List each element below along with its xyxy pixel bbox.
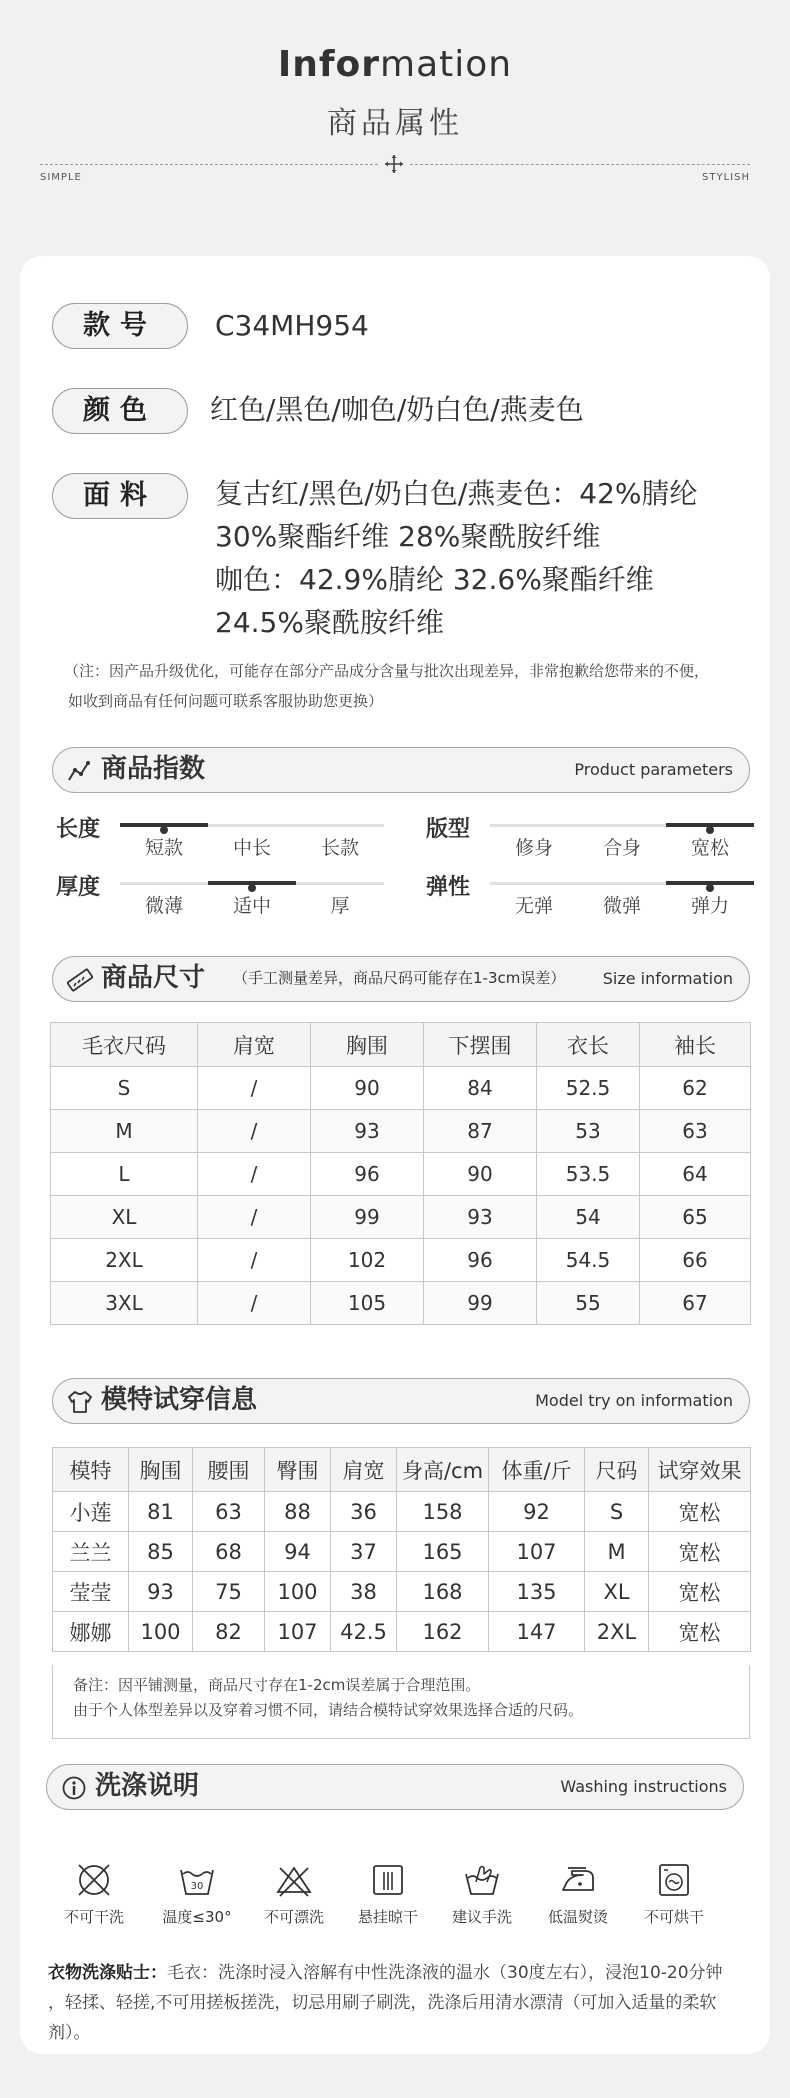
table-row	[53, 1572, 751, 1612]
wash-tips-line: 剂）。	[48, 2023, 91, 2043]
model-cell: 38	[331, 1572, 397, 1612]
size-title-en: Size information	[602, 969, 733, 988]
model-note-line: 由于个人体型差异以及穿着习惯不同，请结合模特试穿效果选择合适的尺码。	[73, 1701, 584, 1719]
low-iron-icon	[558, 1860, 598, 1900]
model-cell: 100	[265, 1572, 331, 1612]
size-cell: 52.5	[537, 1067, 640, 1110]
param-option: 厚	[330, 895, 350, 917]
wash-tips-text: 毛衣：洗涤时浸入溶解有中性洗涤液的温水（30度左右），浸泡10-20分钟	[167, 1963, 723, 1983]
fabric-label: 面料	[52, 473, 188, 519]
size-header-cell: 下摆围	[424, 1023, 537, 1067]
washing-title: 洗涤说明	[95, 1771, 200, 1801]
table-row	[53, 1612, 751, 1652]
wash-item-hand-wash	[435, 1860, 529, 1927]
params-section-bar	[52, 747, 750, 793]
size-cell: /	[198, 1196, 311, 1239]
model-header-cell: 体重/斤	[489, 1448, 585, 1492]
table-row	[53, 1492, 751, 1532]
header-title-rest: mation	[380, 44, 513, 85]
param-option: 微薄	[144, 895, 183, 917]
model-cell: 75	[193, 1572, 265, 1612]
header-left-tag: SIMPLE	[40, 172, 82, 183]
model-cell: 107	[265, 1612, 331, 1652]
size-cell: 90	[311, 1067, 424, 1110]
param-option: 无弹	[514, 895, 553, 917]
size-cell: 105	[311, 1282, 424, 1325]
table-row	[53, 1532, 751, 1572]
model-cell: 宽松	[649, 1612, 751, 1652]
param-option: 合身	[602, 837, 641, 859]
wash-item-no-bleach	[247, 1860, 341, 1927]
model-cell: 165	[397, 1532, 489, 1572]
model-cell: 93	[129, 1572, 193, 1612]
model-header-cell: 臀围	[265, 1448, 331, 1492]
ruler-icon	[67, 967, 93, 993]
size-cell: 3XL	[51, 1282, 198, 1325]
model-cell: XL	[585, 1572, 649, 1612]
size-header-cell: 袖长	[640, 1023, 751, 1067]
fabric-line: 复古红/黑色/奶白色/燕麦色：42%腈纶	[215, 477, 698, 510]
wash-item-hang-dry	[341, 1860, 435, 1927]
param-option: 中长	[232, 837, 271, 859]
table-row	[51, 1067, 751, 1110]
size-cell: 93	[424, 1196, 537, 1239]
param-option: 长款	[320, 837, 359, 859]
model-cell: 147	[489, 1612, 585, 1652]
wash-label: 低温熨烫	[547, 1908, 608, 1926]
model-header-cell: 腰围	[193, 1448, 265, 1492]
param-option: 短款	[144, 837, 183, 859]
table-row	[51, 1153, 751, 1196]
model-cell: 158	[397, 1492, 489, 1532]
no-dry-clean-icon	[74, 1860, 114, 1900]
size-cell: 84	[424, 1067, 537, 1110]
header-divider-right	[410, 164, 750, 165]
fabric-line: 24.5%聚酰胺纤维	[215, 606, 444, 639]
hand-wash-icon	[462, 1860, 502, 1900]
model-cell: 宽松	[649, 1532, 751, 1572]
model-cell: 168	[397, 1572, 489, 1612]
size-cell: M	[51, 1110, 198, 1153]
color-label: 颜色	[52, 388, 188, 434]
fabric-line: 30%聚酯纤维 28%聚酰胺纤维	[215, 520, 601, 553]
model-cell: 107	[489, 1532, 585, 1572]
size-cell: 99	[424, 1282, 537, 1325]
size-cell: 63	[640, 1110, 751, 1153]
hang-dry-icon	[368, 1860, 408, 1900]
wash-label: 不可漂洗	[263, 1908, 324, 1926]
size-cell: 99	[311, 1196, 424, 1239]
model-cell: 68	[193, 1532, 265, 1572]
wash-item-no-tumble-dry	[627, 1860, 721, 1927]
size-cell: 64	[640, 1153, 751, 1196]
wash-label: 不可干洗	[63, 1908, 124, 1926]
model-cell: 63	[193, 1492, 265, 1532]
params-title-en: Product parameters	[574, 760, 733, 779]
model-section-bar	[52, 1378, 750, 1424]
size-cell: 54.5	[537, 1239, 640, 1282]
model-cell: 兰兰	[53, 1532, 129, 1572]
model-cell: 37	[331, 1532, 397, 1572]
wash-tips-label: 衣物洗涤贴士：	[48, 1963, 167, 1983]
no-bleach-icon	[274, 1860, 314, 1900]
model-header-cell: 胸围	[129, 1448, 193, 1492]
param-option: 弹力	[690, 895, 729, 917]
size-cell: /	[198, 1110, 311, 1153]
model-cell: 135	[489, 1572, 585, 1612]
param-option: 宽松	[690, 837, 729, 859]
crosshair-icon	[384, 154, 404, 174]
params-title: 商品指数	[101, 754, 206, 784]
wash-tips-line: ，轻揉、轻搓,不可用搓板搓洗，切忌用刷子刷洗，洗涤后用清水漂清（可加入适量的柔软	[48, 1993, 717, 2013]
trend-chart-icon	[67, 758, 93, 784]
table-row	[51, 1196, 751, 1239]
model-title: 模特试穿信息	[101, 1385, 258, 1415]
model-cell: M	[585, 1532, 649, 1572]
size-section-bar	[52, 956, 750, 1002]
model-cell: 81	[129, 1492, 193, 1532]
model-cell: 85	[129, 1532, 193, 1572]
size-cell: 90	[424, 1153, 537, 1196]
size-cell: 55	[537, 1282, 640, 1325]
model-cell: 宽松	[649, 1572, 751, 1612]
header-title	[0, 44, 790, 85]
size-cell: 93	[311, 1110, 424, 1153]
model-header-cell: 试穿效果	[649, 1448, 751, 1492]
wash-temp-text: 30	[190, 1881, 204, 1892]
size-cell: /	[198, 1153, 311, 1196]
model-title-en: Model try on information	[535, 1391, 733, 1410]
size-cell: /	[198, 1282, 311, 1325]
color-value: 红色/黑色/咖色/奶白色/燕麦色	[210, 393, 584, 426]
size-cell: S	[51, 1067, 198, 1110]
model-header-cell: 身高/cm	[397, 1448, 489, 1492]
table-row	[51, 1282, 751, 1325]
info-card	[20, 256, 770, 2054]
style-number-value: C34MH954	[215, 309, 369, 342]
param-label: 长度	[56, 817, 101, 842]
info-circle-icon	[61, 1775, 87, 1801]
no-tumble-dry-icon	[654, 1860, 694, 1900]
wash-item-low-iron	[531, 1860, 625, 1927]
size-cell: 87	[424, 1110, 537, 1153]
size-table	[50, 1022, 751, 1325]
size-header-cell: 衣长	[537, 1023, 640, 1067]
style-number-label: 款号	[52, 303, 188, 349]
fabric-note: （注：因产品升级优化，可能存在部分产品成分含量与批次出现差异，非常抱歉给您带来的不便，	[64, 662, 710, 680]
param-option: 适中	[232, 895, 271, 917]
model-cell: 莹莹	[53, 1572, 129, 1612]
model-cell: 小莲	[53, 1492, 129, 1532]
size-header-cell: 肩宽	[198, 1023, 311, 1067]
wash-label: 温度≤30°	[162, 1908, 232, 1926]
header-right-tag: STYLISH	[702, 172, 750, 183]
washing-title-en: Washing instructions	[560, 1777, 727, 1796]
size-cell: L	[51, 1153, 198, 1196]
wash-item-temp	[150, 1860, 244, 1927]
size-cell: 96	[311, 1153, 424, 1196]
size-cell: 66	[640, 1239, 751, 1282]
table-row	[51, 1239, 751, 1282]
size-cell: 53.5	[537, 1153, 640, 1196]
size-cell: 65	[640, 1196, 751, 1239]
size-cell: 53	[537, 1110, 640, 1153]
size-note: （手工测量差异，商品尺码可能存在1-3cm误差）	[233, 969, 566, 987]
model-cell: 2XL	[585, 1612, 649, 1652]
wash-label: 建议手洗	[451, 1908, 512, 1926]
fabric-line: 咖色：42.9%腈纶 32.6%聚酯纤维	[215, 563, 654, 596]
model-cell: 82	[193, 1612, 265, 1652]
size-cell: /	[198, 1067, 311, 1110]
model-cell: 100	[129, 1612, 193, 1652]
model-table-body	[53, 1492, 751, 1652]
fabric-note: 如收到商品有任何问题可联系客服协助您更换）	[68, 692, 384, 710]
size-cell: 102	[311, 1239, 424, 1282]
param-label: 弹性	[426, 875, 471, 900]
model-cell: 88	[265, 1492, 331, 1532]
header-divider-left	[40, 164, 378, 165]
size-cell: 96	[424, 1239, 537, 1282]
size-cell: 62	[640, 1067, 751, 1110]
model-note-box	[52, 1665, 750, 1739]
model-cell: 42.5	[331, 1612, 397, 1652]
model-cell: S	[585, 1492, 649, 1532]
wash-30-icon	[177, 1860, 217, 1900]
washing-section-bar	[46, 1764, 744, 1810]
header-title-bold: Infor	[277, 44, 381, 85]
size-header-cell: 毛衣尺码	[51, 1023, 198, 1067]
model-table	[52, 1447, 751, 1652]
model-cell: 36	[331, 1492, 397, 1532]
sweater-icon	[67, 1389, 93, 1415]
size-table-header	[51, 1023, 751, 1067]
param-option: 微弹	[602, 895, 641, 917]
size-table-body	[51, 1067, 751, 1325]
size-cell: 2XL	[51, 1239, 198, 1282]
param-label: 厚度	[56, 875, 101, 900]
param-label: 版型	[426, 817, 471, 842]
wash-label: 不可烘干	[643, 1908, 704, 1926]
wash-tips-line	[48, 1958, 723, 1988]
model-header-cell: 肩宽	[331, 1448, 397, 1492]
table-row	[51, 1110, 751, 1153]
wash-label: 悬挂晾干	[357, 1908, 418, 1926]
model-cell: 94	[265, 1532, 331, 1572]
model-header-cell: 尺码	[585, 1448, 649, 1492]
size-header-cell: 胸围	[311, 1023, 424, 1067]
model-header-cell: 模特	[53, 1448, 129, 1492]
wash-item-no-dry-clean	[47, 1860, 141, 1927]
model-note-line: 备注：因平铺测量，商品尺寸存在1-2cm误差属于合理范围。	[73, 1676, 481, 1694]
model-cell: 宽松	[649, 1492, 751, 1532]
header-subtitle: 商品属性	[327, 106, 463, 141]
param-option: 修身	[514, 837, 553, 859]
size-cell: /	[198, 1239, 311, 1282]
size-cell: 54	[537, 1196, 640, 1239]
size-cell: 67	[640, 1282, 751, 1325]
model-cell: 娜娜	[53, 1612, 129, 1652]
size-title: 商品尺寸	[101, 963, 206, 993]
model-cell: 92	[489, 1492, 585, 1532]
model-table-header	[53, 1448, 751, 1492]
model-cell: 162	[397, 1612, 489, 1652]
size-cell: XL	[51, 1196, 198, 1239]
